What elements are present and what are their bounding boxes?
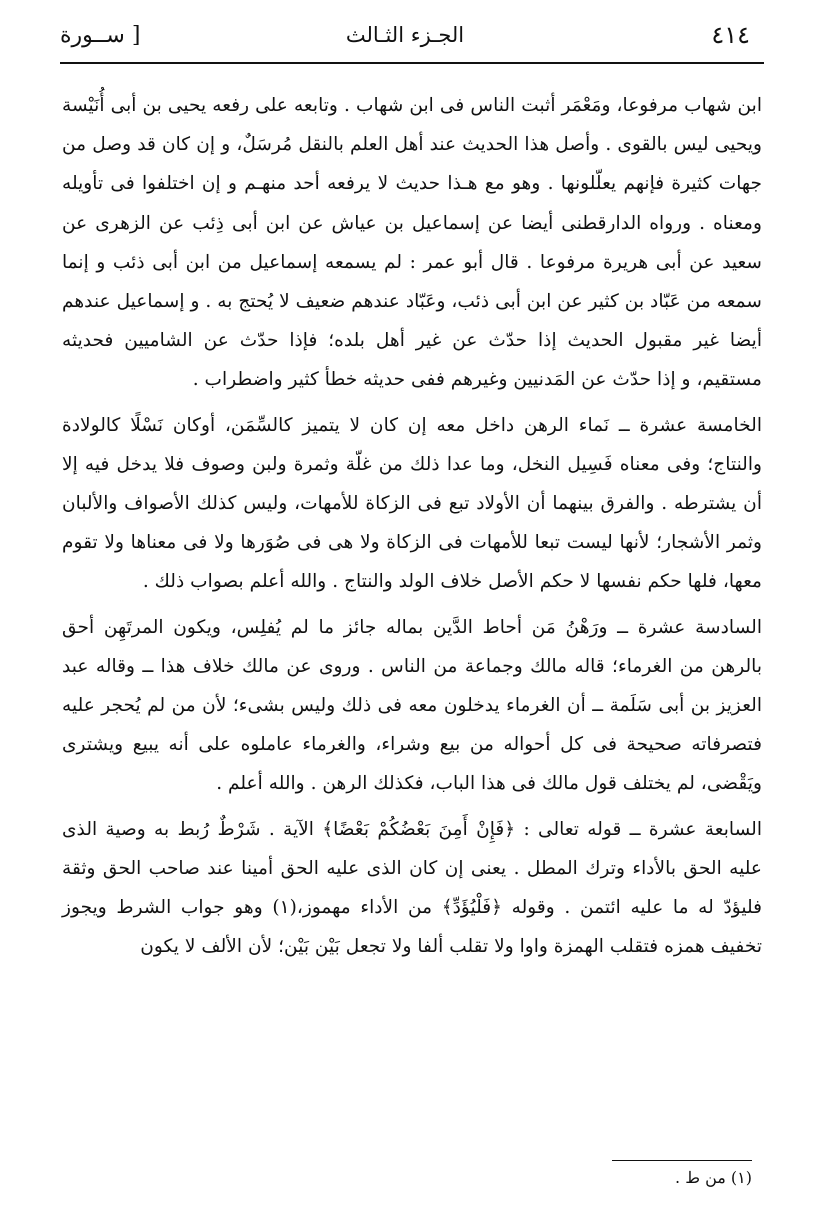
paragraph: ابن شهاب مرفوعا، ومَعْمَر أثبت الناس فى ابن شهاب . وتابعه على رفعه يحيى بن أبى أُنَيْسة ويحيى ليس بالقوى . وأصل هذا الحديث عند أهل العلم بالنقل مُرسَلٌ، و إن كان قد وصل من جهات كثيرة فإنهم يعلّلونها . وهو مع هـذا حديث لا يرفعه أحد منهـم و إن اختلفوا فى تأويله ومعناه . ورواه الدارقطنى أيضا عن إسماعيل بن عياش عن ابن أبى ذِئب عن الزهرى عن سعيد عن أبى هريرة مرفوعا . قال أبو عمر : لم يسمعه إسماعيل من ابن أبى ذئب و إنما سمعه من عَبّاد بن كثير عن ابن أبى ذئب، وعَبّاد عندهم ضعيف لا يُحتج به . و إسماعيل عندهم أيضا غير مقبول الحديث إذا حدّث عن غير أهل بلده؛ فإذا حدّث عن الشاميين فحديثه مستقيم، و إذا حدّث عن المَدنيين وغيرهم ففى حديثه خطأ كثير واضطراب . [62,95,762,391]
paragraph: السادسة عشرة ــ ورَهْنُ مَن أحاط الدَّين بماله جائز ما لم يُفلِس، ويكون المرتَهِن أحق بالرهن من الغرماء؛ قاله مالك وجماعة من الناس . وروى عن مالك خلاف هذا ــ وقاله عبد العزيز بن أبى سَلَمة ــ أن الغرماء يدخلون معه فى ذلك وليس بشىء؛ لأن من لم يُحجر عليه فتصرفاته صحيحة فى كل أحواله من بيع وشراء، والغرماء عاملوه على أنه يبيع ويشترى ويَقْضى، لم يختلف قول مالك فى هذا الباب، فكذلك الرهن . والله أعلم . [62,616,762,795]
paragraph: السابعة عشرة ــ قوله تعالى : ﴿فَإِنْ أَمِنَ بَعْضُكُمْ بَعْضًا﴾ الآية . شَرْطٌ رُبط به وصية الذى عليه الحق بالأداء وترك المطل . يعنى إن كان الذى عليه الحق أمينا عند صاحب الحق وثقة فليؤدّ له ما عليه ائتمن . وقوله ﴿فَلْيُؤَدِّ﴾ من الأداء مهموز،(١) وهو جواب الشرط ويجوز تخفيف همزه فتقلب الهمزة واوا ولا تقلب ألفا ولا تجعل بَيْن بَيْن؛ لأن الألف لا يكون [62,818,762,958]
header-rule [60,62,764,64]
running-title: الجـزء الثـالث [345,23,465,47]
paragraph: الخامسة عشرة ــ نَماء الرهن داخل معه إن كان لا يتميز كالسِّمَن، أوكان نَسْلًا كالولادة والنتاج؛ وفى معناه فَسِيل النخل، وما عدا ذلك من غلّة وثمرة ولبن وصوف فلا يدخل فيه إلا أن يشترطه . والفرق بينهما أن الأولاد تبع فى الزكاة للأمهات، وليس كذلك الأصواف والألبان وثمر الأشجار؛ لأنها ليست تبعا للأمهات فى الزكاة ولا هى فى صُوَرها ولا فى معناها ولا تقوم معها، فلها حكم نفسها لا حكم الأصل خلاف الولد والنتاج . والله أعلم بصواب ذلك . [62,414,762,593]
page-header [60,14,750,56]
page-number: ٤١٤ [711,21,750,49]
footnote-rule [612,1160,752,1161]
footnote: (١) من ط . [675,1168,752,1187]
surah-label: [ ســورة [60,22,141,48]
main-text [62,86,762,966]
